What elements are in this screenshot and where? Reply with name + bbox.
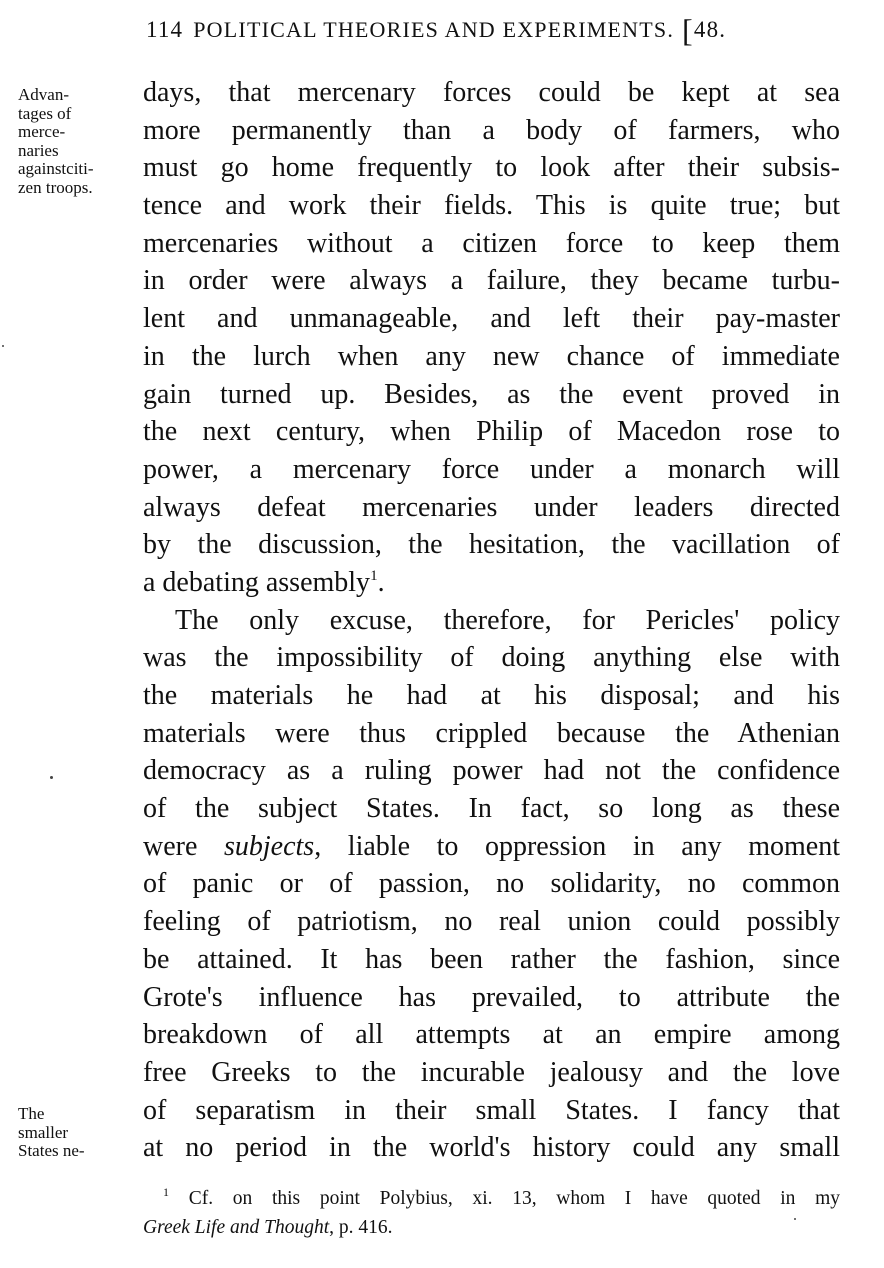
book-title: Greek Life and Thought	[143, 1217, 330, 1238]
text-line: lent and unmanageable, and left their pay-master	[143, 303, 840, 335]
margin-note-line: The	[18, 1104, 45, 1123]
section-marker: [48.	[682, 12, 727, 48]
text-line: must go home frequently to look after their subsis-	[143, 152, 840, 184]
text-line: the materials he had at his disposal; and his	[143, 680, 840, 711]
running-title: POLITICAL THEORIES AND EXPERIMENTS.	[193, 17, 675, 42]
text-line: more permanently than a body of farmers, who	[143, 114, 840, 146]
text-line: tence and work their fields. This is quite true; but	[143, 190, 840, 222]
text-line: materials were thus crippled because the Athenian	[143, 717, 840, 749]
footnote	[143, 1184, 840, 1242]
text-line: by the discussion, the hesitation, the vacillation of	[143, 529, 840, 561]
margin-note-line: naries	[18, 140, 59, 160]
running-header	[146, 12, 846, 52]
margin-note-line: Advan-	[18, 85, 69, 104]
text-line: breakdown of all attempts at an empire among	[143, 1019, 840, 1051]
text-line: democracy as a ruling power had not the confidence	[143, 755, 840, 787]
text-segment: .	[377, 566, 385, 598]
text-segment: , liable to oppression in any moment	[314, 830, 840, 862]
text-line: feeling of patriotism, no real union could possibly	[143, 906, 840, 938]
section-number: 48.	[693, 17, 727, 42]
scan-speck	[794, 1218, 796, 1220]
text-line: days, that mercenary forces could be kept at sea	[143, 77, 840, 108]
text-line: free Greeks to the incurable jealousy and the love	[143, 1056, 840, 1088]
emphasis-subjects: subjects	[224, 830, 315, 862]
text-line: be attained. It has been rather the fashion, since	[143, 943, 840, 975]
page-number: 114	[146, 17, 184, 42]
scan-speck	[2, 345, 4, 347]
margin-note-smaller-states	[18, 1105, 143, 1161]
margin-note-line: smaller	[18, 1122, 69, 1142]
text-line: always defeat mercenaries under leaders directed	[143, 491, 840, 523]
body-text	[143, 74, 840, 1167]
text-line: the next century, when Philip of Macedon rose to	[143, 416, 840, 448]
text-line	[143, 828, 840, 866]
text-line: was the impossibility of doing anything else with	[143, 642, 840, 674]
footnote-text: , p. 416.	[329, 1217, 393, 1238]
margin-note-line: zen troops.	[18, 177, 93, 197]
text-line: in order were always a failure, they became turbu-	[143, 265, 840, 297]
margin-note-advantages	[18, 86, 143, 197]
footnote-line	[143, 1184, 840, 1213]
text-line	[143, 564, 840, 602]
paragraph-start-line: The only excuse, therefore, for Pericles' policy	[175, 604, 840, 636]
footnote-marker: 1	[163, 1185, 169, 1199]
footnote-text: Cf. on this point Polybius, xi. 13, whom I have quoted in my	[188, 1188, 840, 1209]
text-segment: a debating assembly	[143, 566, 371, 598]
margin-note-line: merce-	[18, 122, 66, 141]
text-line: gain turned up. Besides, as the event proved in	[143, 378, 840, 410]
scan-speck	[50, 776, 53, 779]
text-line: of separatism in their small States. I fancy that	[143, 1094, 840, 1126]
text-line: power, a mercenary force under a monarch will	[143, 453, 840, 485]
text-line: of panic or of passion, no solidarity, no common	[143, 868, 840, 900]
text-line: mercenaries without a citizen force to keep them	[143, 227, 840, 259]
text-line: of the subject States. In fact, so long as these	[143, 793, 840, 825]
text-segment: were	[143, 830, 224, 862]
margin-note-line: tages of	[18, 103, 72, 123]
footnote-reference[interactable]: 1	[370, 567, 378, 584]
margin-note-line: States ne-	[18, 1141, 85, 1160]
footnote-line	[143, 1213, 840, 1242]
text-line: Grote's influence has prevailed, to attribute the	[143, 981, 840, 1013]
margin-note-line: againstciti-	[18, 159, 94, 178]
text-line: in the lurch when any new chance of immediate	[143, 340, 840, 372]
text-line: at no period in the world's history could any small	[143, 1132, 840, 1164]
